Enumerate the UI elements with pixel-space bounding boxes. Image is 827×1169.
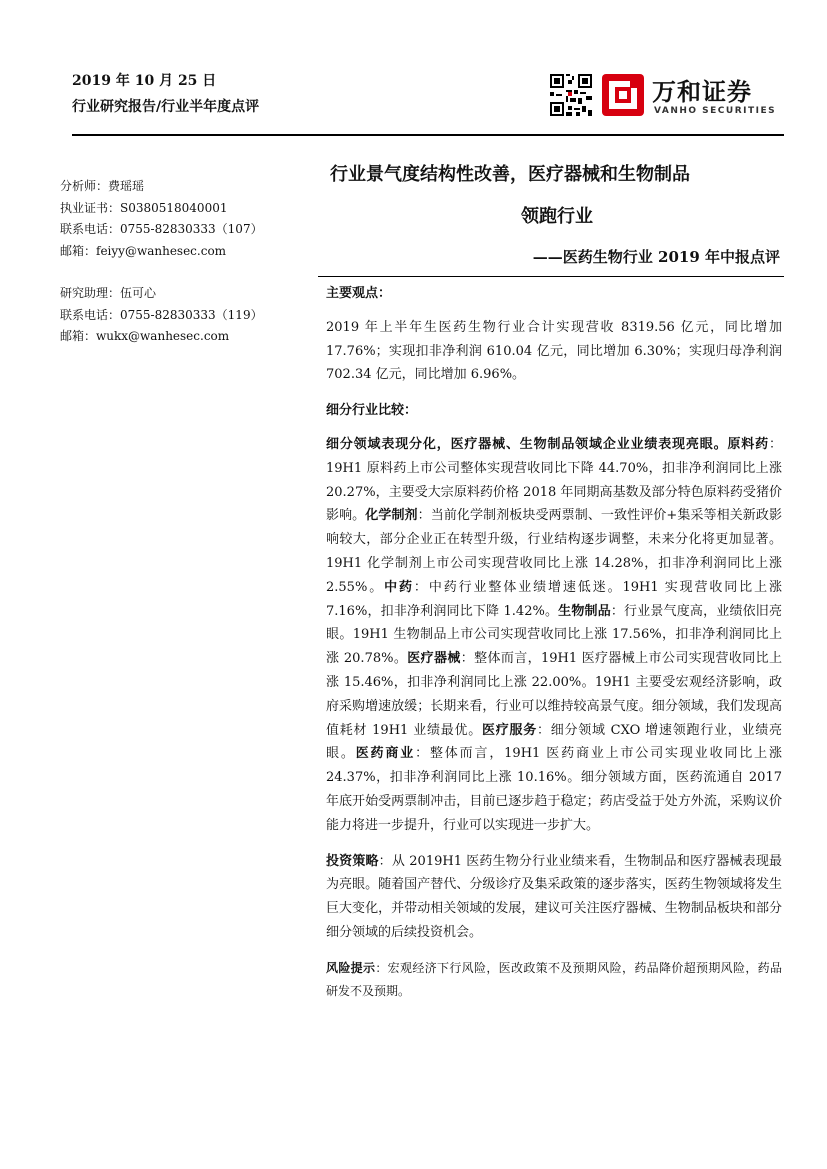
bio-text: ：行业景气度高，业绩依旧亮眼。19H1 生物制品上市公司实现营收同比上涨 17.56%，扣非净利润同比上涨 20.78%。	[326, 603, 782, 667]
analyst-email: 邮箱：feiyy@wanhesec.com	[60, 243, 227, 258]
sector-lead: 细分领域表现分化，医疗器械、生物制品领域企业业绩表现亮眼。	[326, 436, 728, 452]
device-label: 医疗器械	[407, 651, 461, 667]
risk-warning-paragraph	[326, 957, 782, 1003]
report-type: 行业研究报告/行业半年度点评	[72, 99, 260, 115]
risk-text: ：宏观经济下行风险，医改政策不及预期风险，药品降价超预期风险，药品研发不及预期。	[326, 960, 782, 998]
company-name-cn: 万和证券	[652, 78, 752, 106]
assistant-name: 研究助理：伍可心	[60, 286, 157, 300]
company-name-en: VANHO SECURITIES	[654, 106, 777, 116]
assistant-email: 邮箱：wukx@wanhesec.com	[60, 329, 230, 343]
risk-label: 风险提示	[326, 960, 376, 975]
api-text: ：19H1 原料药上市公司整体实现营收同比下降 44.70%，扣非净利润同比上涨 20.27%，主要受大宗原料药价格 2018 年同期高基数及部分特色原料药受猪价影响。	[326, 436, 782, 524]
main-points-heading: 主要观点：	[326, 286, 392, 301]
sector-comparison-heading: 细分行业比较：	[326, 403, 418, 419]
chem-label: 化学制剂	[365, 508, 418, 524]
report-title-line2: 领跑行业	[521, 206, 593, 227]
commerce-label: 医药商业	[355, 746, 416, 762]
tcm-label: 中药	[384, 579, 414, 595]
assistant-phone: 联系电话：0755-82830333（119）	[60, 307, 263, 322]
strategy-label: 投资策略	[326, 853, 379, 869]
tcm-text: ：中药行业整体业绩增速低迷。19H1 实现营收同比上涨 7.16%，扣非净利润同比下降 1.42%。	[326, 579, 782, 619]
header-divider	[72, 134, 784, 136]
summary-paragraph: 2019 年上半年生医药生物行业合计实现营收 8319.56 亿元，同比增加 17.76%；实现扣非净利润 610.04 亿元，同比增加 6.30%；实现归母净利润 702.34 亿元，同比增加 6.96%。	[326, 319, 782, 383]
qr-code-icon	[548, 72, 594, 118]
api-label: 原料药	[727, 436, 769, 452]
commerce-text: ：整体而言，19H1 医药商业上市公司实现业收同比上涨 24.37%，扣非净利润同比上涨 10.16%。细分领域方面，医药流通自 2017 年底开始受两票制冲击，目前已逐步趋于稳定；药店受益于处方外流，采购议价能力将进一步提升，行业可以实现进一步扩大。	[326, 746, 782, 833]
title-divider	[318, 276, 784, 277]
company-logo-icon	[600, 72, 646, 118]
service-text: ：细分领域 CXO 增速领跑行业，业绩亮眼。	[326, 722, 782, 762]
device-text: ：整体而言，19H1 医疗器械上市公司实现营收同比上涨 15.46%，扣非净利润同比上涨 22.00%。19H1 主要受宏观经济影响，政府采购增速放缓；长期来看，行业可以维持较高景气度。细分领域，我们发现高值耗材 19H1 业绩最优。	[326, 651, 782, 738]
chem-text: ：当前化学制剂板块受两票制、一致性评价+集采等相关新政影响较大，部分企业正在转型升级，行业结构逐步调整，未来分化将更加显著。19H1 化学制剂上市公司实现营收同比上涨 14.28%，扣非净利润同比上涨 2.55%。	[326, 508, 782, 595]
analyst-name: 分析师：费瑶瑶	[60, 179, 145, 193]
main-content	[326, 282, 782, 1003]
service-label: 医疗服务	[481, 722, 537, 738]
report-title-line1: 行业景气度结构性改善，医疗器械和生物制品	[330, 164, 690, 185]
bio-label: 生物制品	[558, 603, 611, 619]
strategy-text: ：从 2019H1 医药生物分行业业绩来看，生物制品和医疗器械表现最为亮眼。随着国产替代、分级诊疗及集采政策的逐步落实，医药生物领域将发生巨大变化，并带动相关领域的发展，建议可关注医疗器械、生物制品板块和部分细分领域的后续投资机会。	[326, 853, 782, 940]
analyst-license: 执业证书：S0380518040001	[60, 200, 228, 215]
report-date: 2019 年 10 月 25 日	[72, 73, 217, 89]
sector-comparison-paragraph	[326, 433, 782, 838]
investment-strategy-paragraph	[326, 850, 782, 945]
report-subtitle: ——医药生物行业 2019 年中报点评	[532, 248, 780, 266]
analyst-sidebar	[60, 176, 310, 348]
analyst-phone: 联系电话：0755-82830333（107）	[60, 222, 263, 236]
